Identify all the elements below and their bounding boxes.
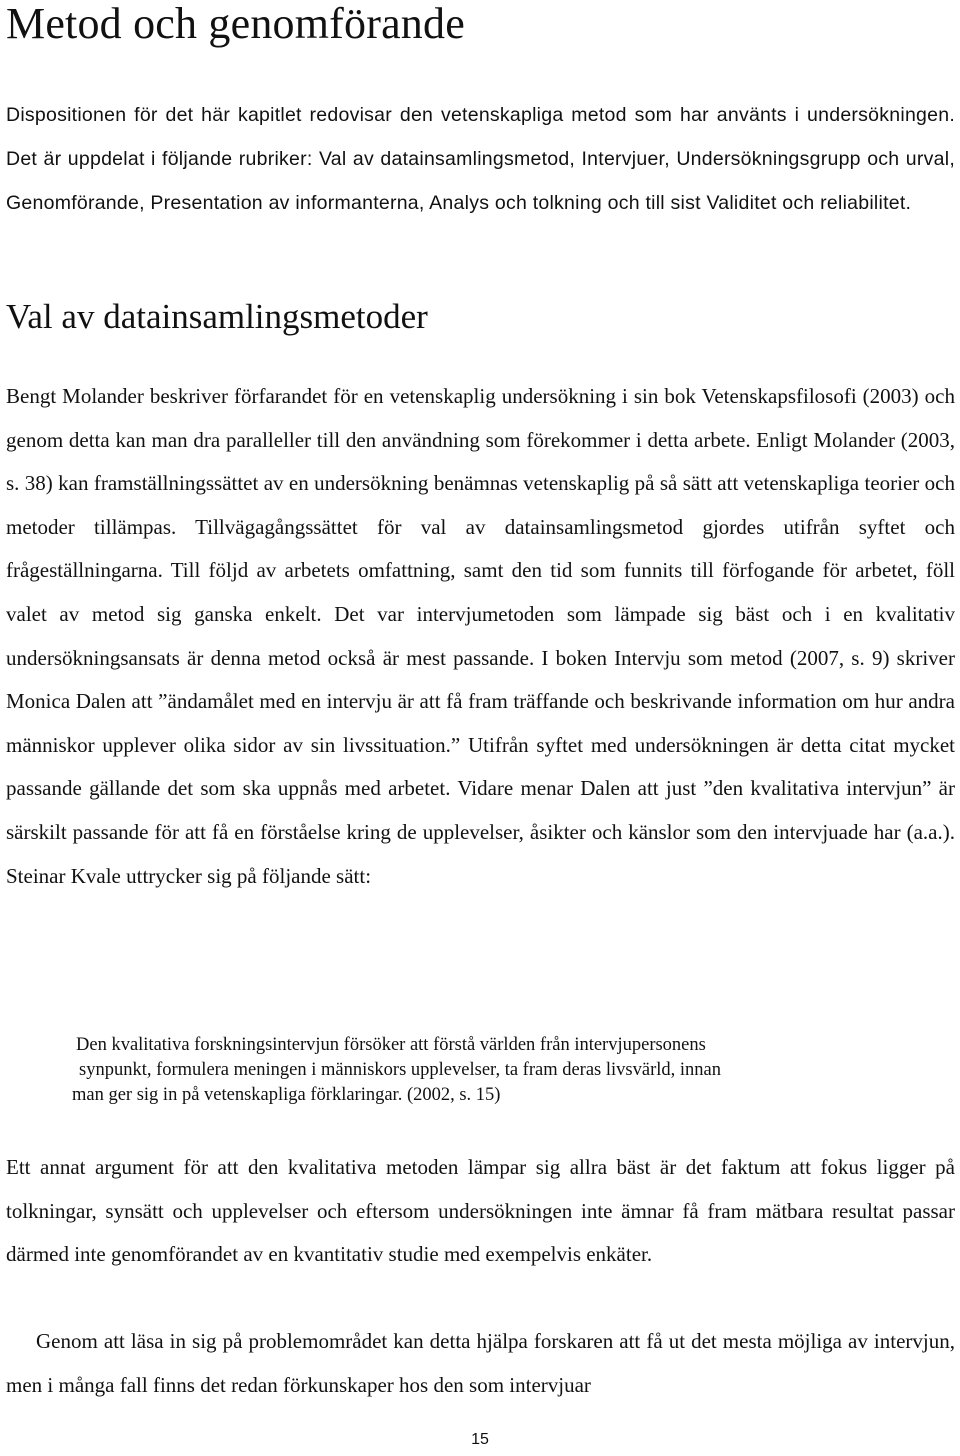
section-heading: Val av datainsamlingsmetoder xyxy=(6,297,428,336)
chapter-title: Metod och genomförande xyxy=(6,0,465,48)
body-paragraph-3: Genom att läsa in sig på problemområdet kan detta hjälpa forskaren att få ut det mesta möjliga av intervjun, men i många fall finns det redan förkunskaper hos den som intervjuar xyxy=(6,1329,955,1397)
quote-line-3: man ger sig in på vetenskapliga förklaringar. (2002, s. 15) xyxy=(72,1085,501,1105)
page-number: 15 xyxy=(471,1431,489,1448)
intro-paragraph: Dispositionen för det här kapitlet redovisar den vetenskapliga metod som har använts i undersökningen. Det är uppdelat i följande rubriker: Val av datainsamlingsmetod, Intervjuer, Undersökningsgrupp och urval, Genomförande, Presentation av informanterna, Analys och tolkning och till sist Validitet och reliabilitet. xyxy=(6,104,955,214)
quote-line-1: Den kvalitativa forskningsintervjun försöker att förstå världen från intervjupersonens xyxy=(76,1035,706,1055)
quote-line-2: synpunkt, formulera meningen i människors upplevelser, ta fram deras livsvärld, innan xyxy=(79,1060,721,1080)
body-paragraph-2: Ett annat argument för att den kvalitativa metoden lämpar sig allra bäst är det faktum att fokus ligger på tolkningar, synsätt och upplevelser och eftersom undersökningen inte ämnar få fram mätbara resultat passar därmed inte genomförandet av en kvantitativ studie med exempelvis enkäter. xyxy=(6,1155,955,1267)
body-paragraph-1: Bengt Molander beskriver förfarandet för en vetenskaplig undersökning i sin bok Vetenskapsfilosofi (2003) och genom detta kan man dra paralleller till den användning som förekommer i detta arbete. Enligt Molander (2003, s. 38) kan framställningssättet av en undersökning benämnas vetenskaplig på så sätt att vetenskapliga teorier och metoder tillämpas. Tillvägagångssättet för val av datainsamlingsmetod gjordes utifrån syftet och frågeställningarna. Till följd av arbetets omfattning, samt den tid som funnits till förfogande för arbetet, föll valet av metod sig ganska enkelt. Det var intervjumetoden som lämpade sig bäst och i en kvalitativ undersökningsansats är denna metod också är mest passande. I boken Intervju som metod (2007, s. 9) skriver Monica Dalen att ”ändamålet med en intervju är att få fram träffande och beskrivande information om hur andra människor upplever olika sidor av sin livssituation.” Utifrån syftet med undersökningen är detta citat mycket passande gällande det som ska uppnås med arbetet. Vidare menar Dalen att just ”den kvalitativa intervjun” är särskilt passande för att få en förståelse kring de upplevelser, åsikter och känslor som den intervjuade har (a.a.). Steinar Kvale uttrycker sig på följande sätt: xyxy=(6,384,955,888)
block-quote xyxy=(72,1033,892,1108)
